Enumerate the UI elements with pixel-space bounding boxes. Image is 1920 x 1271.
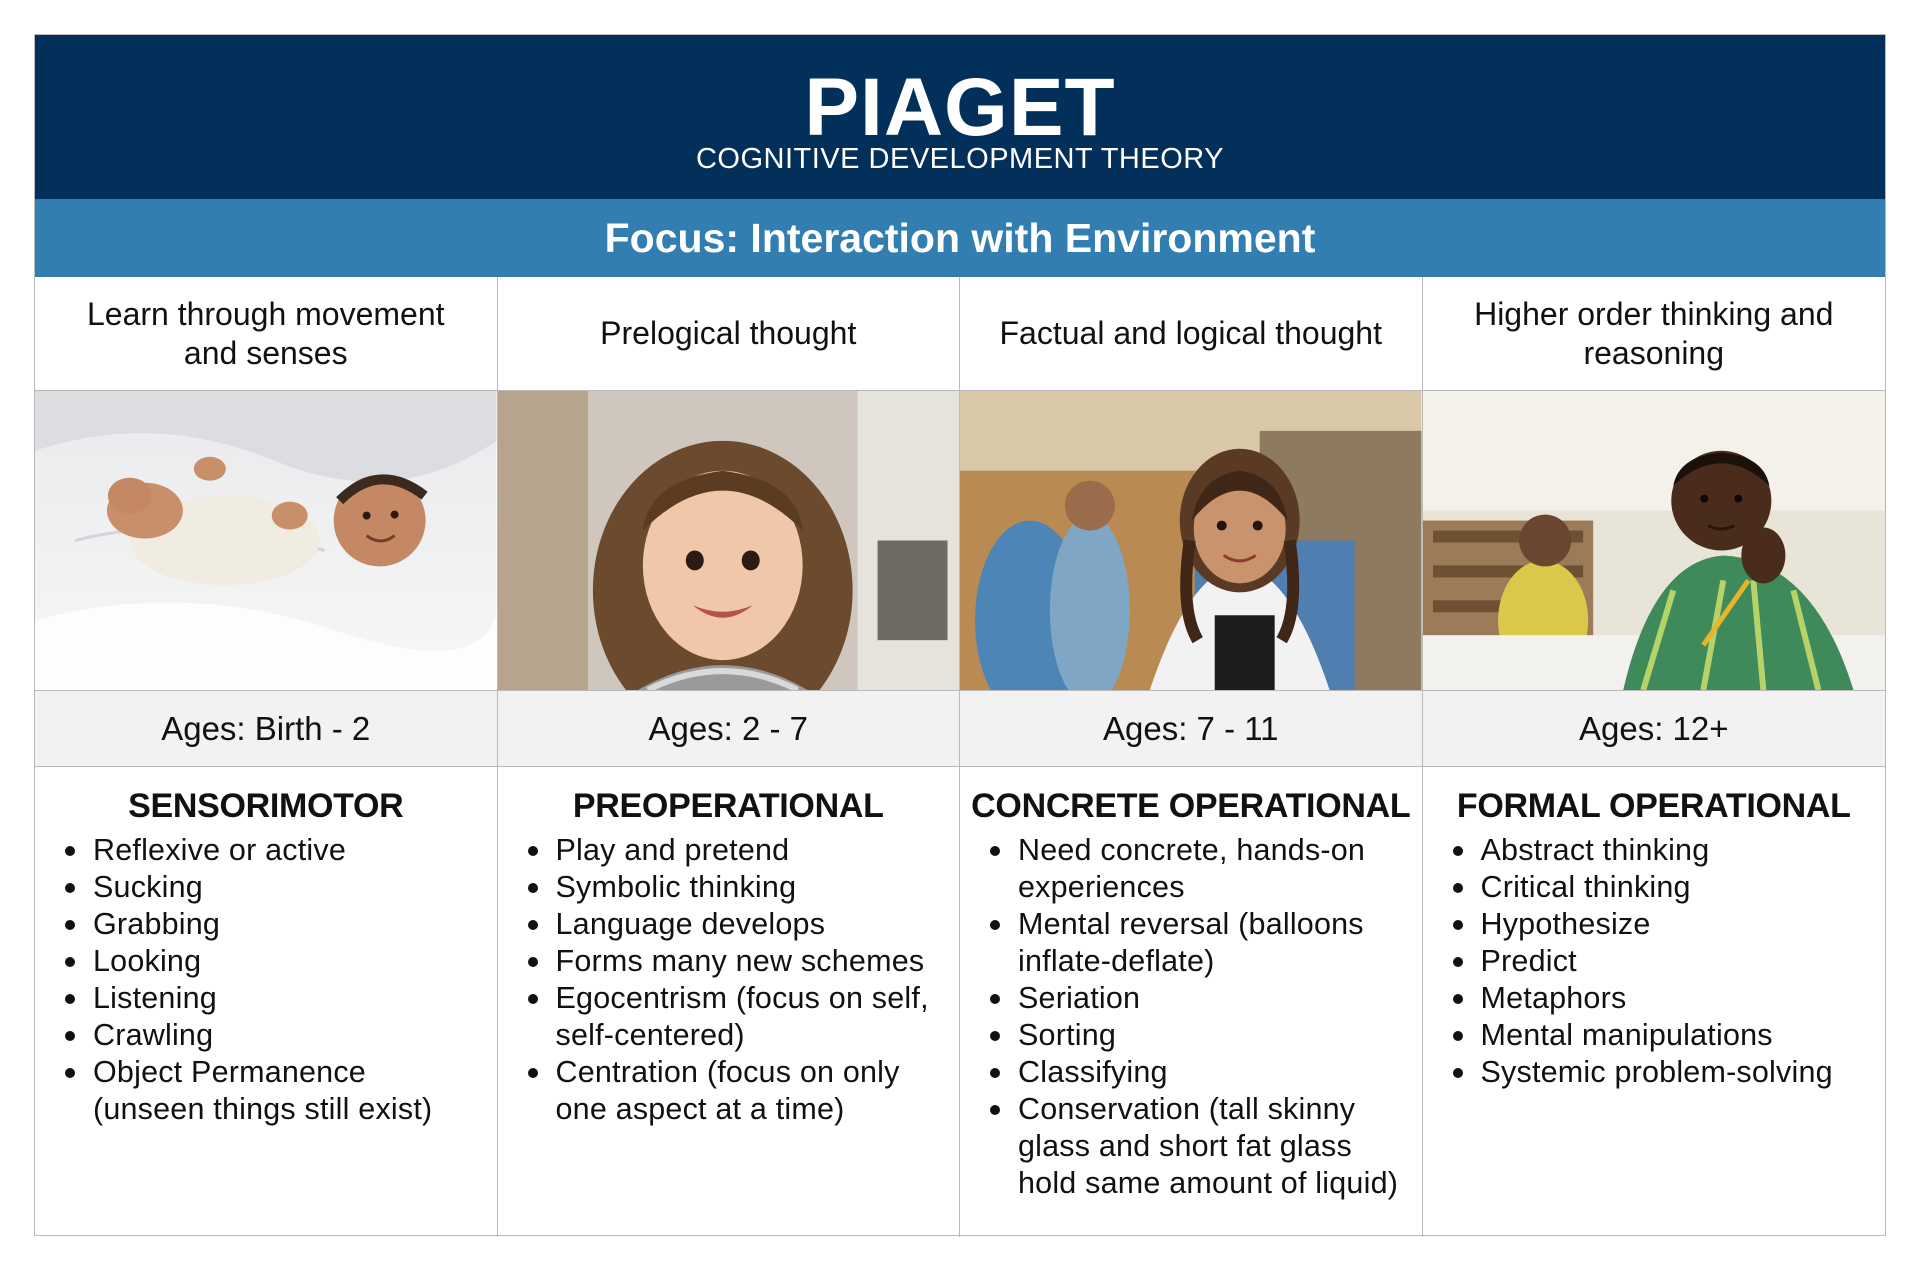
list-item: Symbolic thinking bbox=[556, 869, 942, 906]
schoolgirl-photo-illustration bbox=[960, 391, 1422, 690]
list-item: Looking bbox=[93, 943, 479, 980]
list-item: Reflexive or active bbox=[93, 832, 479, 869]
list-item: Egocentrism (focus on self, self-centered) bbox=[556, 980, 942, 1054]
list-item: Listening bbox=[93, 980, 479, 1017]
stage-bullets bbox=[960, 832, 1422, 1202]
list-item: Object Permanence (unseen things still exist) bbox=[93, 1054, 479, 1128]
stage-description: Learn through movement and senses bbox=[35, 277, 497, 391]
stage-photo-teen bbox=[1423, 391, 1886, 691]
list-item: Critical thinking bbox=[1481, 869, 1868, 906]
stage-ages: Ages: 12+ bbox=[1423, 691, 1886, 767]
list-item: Crawling bbox=[93, 1017, 479, 1054]
stage-column-formal-operational bbox=[1423, 277, 1886, 1237]
list-item: Hypothesize bbox=[1481, 906, 1868, 943]
list-item: Predict bbox=[1481, 943, 1868, 980]
list-item: Conservation (tall skinny glass and short fat glass hold same amount of liquid) bbox=[1018, 1091, 1404, 1202]
piaget-chart bbox=[34, 34, 1886, 1236]
stage-name: PREOPERATIONAL bbox=[572, 787, 884, 825]
stage-ages: Ages: 7 - 11 bbox=[960, 691, 1422, 767]
focus-banner: Focus: Interaction with Environment bbox=[35, 199, 1885, 277]
list-item: Systemic problem-solving bbox=[1481, 1054, 1868, 1091]
stage-ages: Ages: 2 - 7 bbox=[498, 691, 960, 767]
page-subtitle: COGNITIVE DEVELOPMENT THEORY bbox=[695, 143, 1225, 175]
stage-photo-baby bbox=[35, 391, 497, 691]
list-item: Metaphors bbox=[1481, 980, 1868, 1017]
list-item: Language develops bbox=[556, 906, 942, 943]
list-item: Grabbing bbox=[93, 906, 479, 943]
list-item: Sucking bbox=[93, 869, 479, 906]
list-item: Sorting bbox=[1018, 1017, 1404, 1054]
stage-bullets bbox=[498, 832, 960, 1128]
stage-column-preoperational bbox=[498, 277, 961, 1237]
header-banner bbox=[35, 35, 1885, 199]
stage-description: Factual and logical thought bbox=[960, 277, 1422, 391]
stage-column-sensorimotor bbox=[35, 277, 498, 1237]
baby-photo-illustration bbox=[35, 391, 497, 690]
stage-description: Higher order thinking and reasoning bbox=[1423, 277, 1886, 391]
page-title: PIAGET bbox=[804, 62, 1116, 153]
list-item: Centration (focus on only one aspect at a time) bbox=[556, 1054, 942, 1128]
teen-photo-illustration bbox=[1423, 391, 1886, 690]
list-item: Forms many new schemes bbox=[556, 943, 942, 980]
list-item: Seriation bbox=[1018, 980, 1404, 1017]
stage-ages: Ages: Birth - 2 bbox=[35, 691, 497, 767]
stage-description: Prelogical thought bbox=[498, 277, 960, 391]
stage-bullets bbox=[1423, 832, 1886, 1091]
stage-photo-schoolgirl bbox=[960, 391, 1422, 691]
stage-column-concrete-operational bbox=[960, 277, 1423, 1237]
list-item: Classifying bbox=[1018, 1054, 1404, 1091]
stage-name: FORMAL OPERATIONAL bbox=[1456, 787, 1851, 825]
list-item: Abstract thinking bbox=[1481, 832, 1868, 869]
young-child-photo-illustration bbox=[498, 391, 960, 690]
list-item: Play and pretend bbox=[556, 832, 942, 869]
list-item: Mental manipulations bbox=[1481, 1017, 1868, 1054]
stage-name: CONCRETE OPERATIONAL bbox=[971, 787, 1411, 825]
list-item: Need concrete, hands-on experiences bbox=[1018, 832, 1404, 906]
list-item: Mental reversal (balloons inflate-deflate) bbox=[1018, 906, 1404, 980]
stage-photo-young-child bbox=[498, 391, 960, 691]
stage-bullets bbox=[35, 832, 497, 1128]
stage-name: SENSORIMOTOR bbox=[128, 787, 404, 825]
stages-grid bbox=[35, 277, 1885, 1237]
